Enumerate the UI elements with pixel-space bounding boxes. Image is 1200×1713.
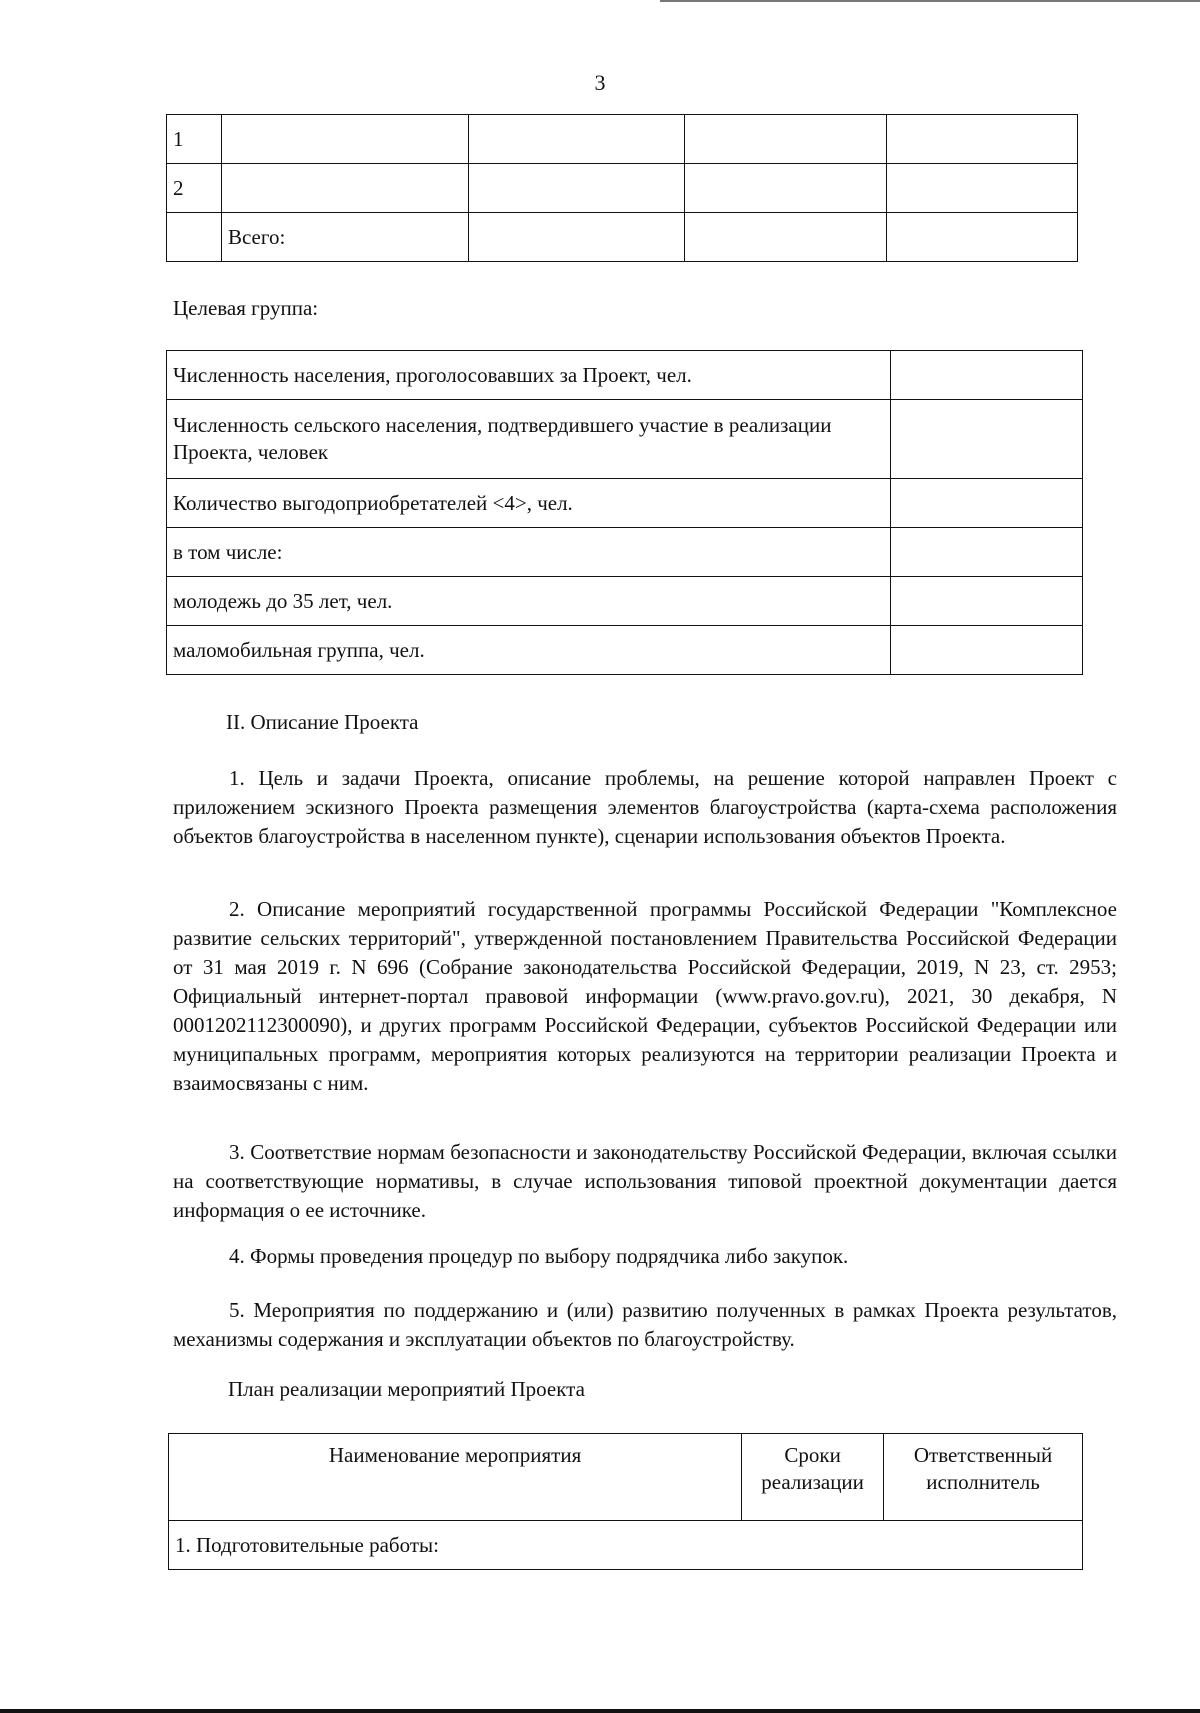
paragraph-5: 5. Мероприятия по поддержанию и (или) развитию полученных в рамках Проекта результатов, механизмы содержания и эксплуатации объектов по благоустройству. bbox=[173, 1298, 1117, 1351]
table-row bbox=[167, 479, 1083, 528]
target-row-value bbox=[891, 626, 1083, 675]
plan-row-label: 1. Подготовительные работы: bbox=[169, 1521, 1083, 1570]
paragraph-2: 2. Описание мероприятий государственной программы Российской Федерации "Комплексное развитие сельских территорий", утвержденной постановлением Правительства Российской Федерации от 31 мая 2019 г. N 696 (Собрание законодательства Российской Федерации, 2019, N 23, ст. 2953; Официальный интернет-портал правовой информации (www.pravo.gov.ru), 2021, 30 декабря, N 0001202112300090), и других программ Российской Федерации, субъектов Российской Федерации или муниципальных программ, мероприятия которых реализуются на территории реализации Проекта и взаимосвязаны с ним. bbox=[173, 897, 1117, 1095]
target-row-label: Численность сельского населения, подтвердившего участие в реализации Проекта, человек bbox=[167, 400, 891, 479]
plan-header-row bbox=[169, 1434, 1083, 1521]
row-number: 1 bbox=[167, 115, 222, 164]
row-name bbox=[221, 164, 468, 213]
table-row bbox=[167, 351, 1083, 400]
header-responsible: Ответственный исполнитель bbox=[884, 1434, 1083, 1521]
section-title: II. Описание Проекта bbox=[226, 710, 419, 734]
table-row bbox=[169, 1521, 1083, 1570]
table-row bbox=[167, 115, 1078, 164]
target-row-value bbox=[891, 479, 1083, 528]
table-row bbox=[167, 626, 1083, 675]
paragraph-3: 3. Соответствие нормам безопасности и законодательству Российской Федерации, включая ссылки на соответствующие нормативы, в случае использования типовой проектной документации дается информация о ее источнике. bbox=[173, 1140, 1117, 1222]
paragraph-4: 4. Формы проведения процедур по выбору подрядчика либо закупок. bbox=[229, 1244, 849, 1268]
summary-table bbox=[166, 114, 1078, 262]
table-row bbox=[167, 164, 1078, 213]
target-row-value bbox=[891, 577, 1083, 626]
scan-edge-line bbox=[660, 0, 1200, 2]
scan-bottom-edge bbox=[0, 1709, 1200, 1713]
row-number bbox=[167, 213, 222, 262]
target-group-label: Целевая группа: bbox=[173, 296, 319, 320]
table-row bbox=[167, 577, 1083, 626]
row-number: 2 bbox=[167, 164, 222, 213]
target-row-label: молодежь до 35 лет, чел. bbox=[167, 577, 891, 626]
table-row bbox=[167, 528, 1083, 577]
target-row-label: Численность населения, проголосовавших за Проект, чел. bbox=[167, 351, 891, 400]
paragraph-1: 1. Цель и задачи Проекта, описание проблемы, на решение которой направлен Проект с приложением эскизного Проекта размещения элементов благоустройства (карта-схема расположения объектов благоустройства в населенном пункте), сценарии использования объектов Проекта. bbox=[173, 766, 1117, 848]
target-row-value bbox=[891, 400, 1083, 479]
page-number: 3 bbox=[594, 70, 606, 95]
plan-table bbox=[168, 1433, 1083, 1570]
header-activity-name: Наименование мероприятия bbox=[169, 1434, 742, 1521]
table-row-total bbox=[167, 213, 1078, 262]
target-row-value bbox=[891, 351, 1083, 400]
target-row-label: Количество выгодоприобретателей <4>, чел. bbox=[167, 479, 891, 528]
target-row-label: маломобильная группа, чел. bbox=[167, 626, 891, 675]
target-row-label: в том числе: bbox=[167, 528, 891, 577]
plan-title: План реализации мероприятий Проекта bbox=[228, 1377, 585, 1401]
target-group-table bbox=[166, 350, 1083, 675]
row-name: Всего: bbox=[221, 213, 468, 262]
header-terms: Сроки реализации bbox=[742, 1434, 884, 1521]
target-row-value bbox=[891, 528, 1083, 577]
table-row bbox=[167, 400, 1083, 479]
row-name bbox=[221, 115, 468, 164]
